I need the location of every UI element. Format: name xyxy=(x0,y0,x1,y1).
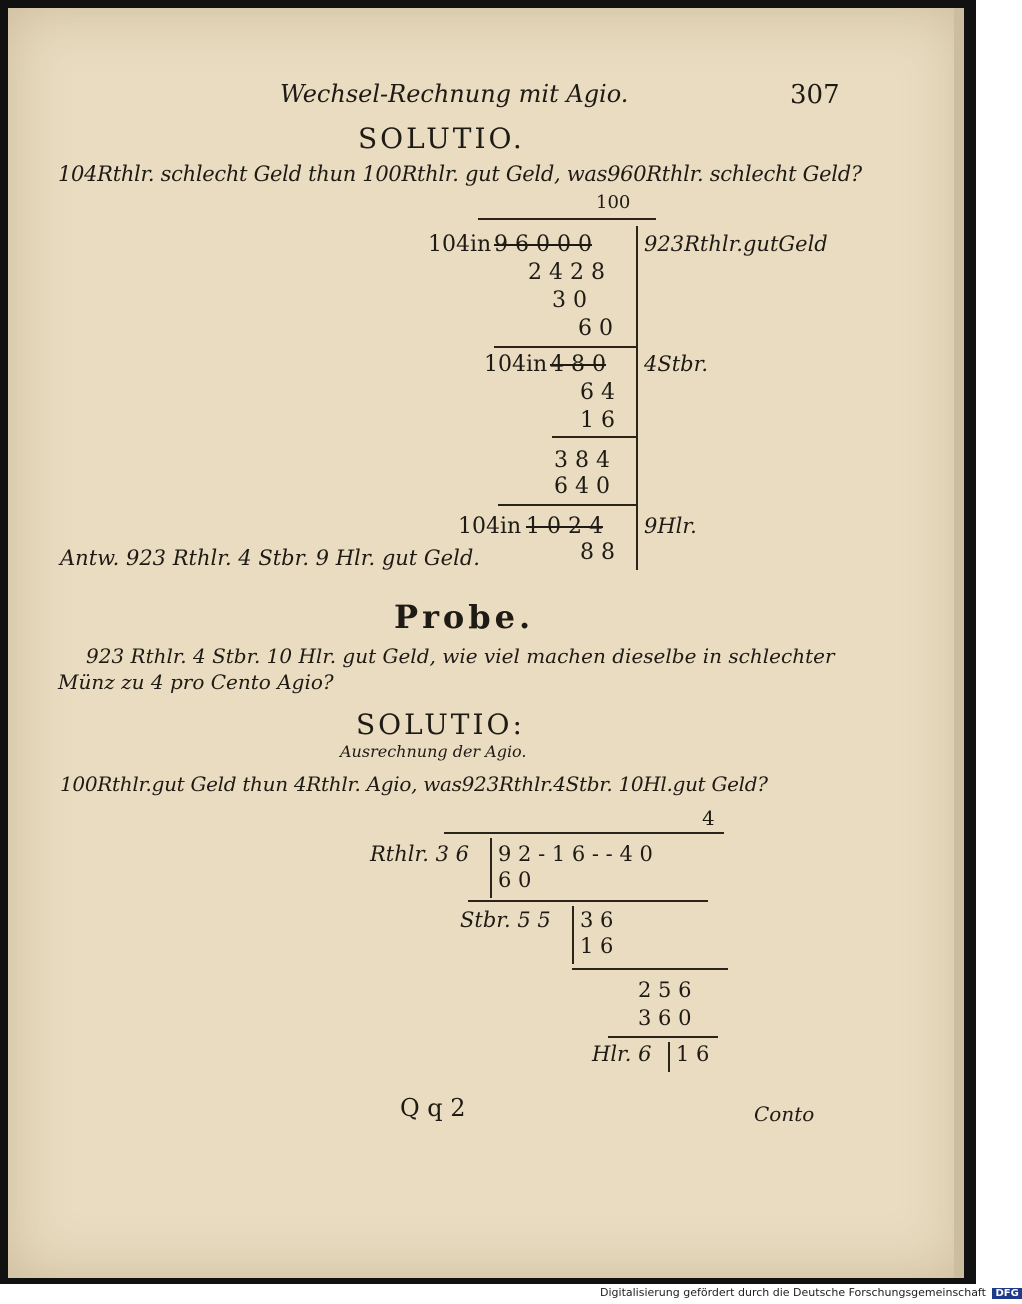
rthlr-row: 9 2 - 1 6 - - 4 0 xyxy=(498,842,653,866)
rule xyxy=(608,1036,718,1038)
row: 6 4 0 xyxy=(554,474,610,499)
page-number: 307 xyxy=(790,80,840,110)
page-edge xyxy=(954,8,964,1278)
multiplier: 4 xyxy=(702,806,715,830)
row: 3 8 4 xyxy=(554,448,610,473)
rule xyxy=(494,346,636,348)
rthlr-label: Rthlr. 3 6 xyxy=(370,842,469,866)
credit-text: Digitalisierung gefördert durch die Deutsche Forschungsgemeinschaft xyxy=(600,1286,986,1299)
top-number: 100 xyxy=(596,192,631,213)
rule xyxy=(572,968,728,970)
solutio2-question: 100Rthlr.gut Geld thun 4Rthlr. Agio, was923Rthlr.4Stbr. 10Hl.gut Geld? xyxy=(60,772,768,796)
rule xyxy=(468,900,708,902)
stbr-sub: 1 6 xyxy=(580,934,614,958)
dfg-logo: DFG xyxy=(992,1288,1021,1299)
division-bar xyxy=(636,226,638,570)
rule xyxy=(444,832,724,834)
division-bar xyxy=(572,906,574,964)
division-bar xyxy=(490,838,492,898)
probe-heading: Probe. xyxy=(394,598,535,636)
solutio-question: 104Rthlr. schlecht Geld thun 100Rthlr. gut Geld, was960Rthlr. schlecht Geld? xyxy=(58,162,862,186)
div3-dividend: 1 0 2 4 xyxy=(526,514,603,539)
row: 3 0 xyxy=(552,288,587,313)
div3-prefix: 104in xyxy=(458,514,522,539)
row: 6 0 xyxy=(578,316,613,341)
book-page xyxy=(8,8,964,1278)
rule xyxy=(478,218,656,220)
solutio2-heading: SOLUTIO: xyxy=(356,708,525,741)
catchword: Conto xyxy=(754,1102,815,1126)
row: 6 4 xyxy=(580,380,615,405)
div2-result: 4Stbr. xyxy=(644,352,709,376)
digitization-credit xyxy=(600,1286,1022,1299)
rule xyxy=(498,504,636,506)
div1-dividend: 9 6 0 0 0 xyxy=(494,232,592,257)
row: 2 4 2 8 xyxy=(528,260,605,285)
remainder: 8 8 xyxy=(580,540,615,565)
answer: Antw. 923 Rthlr. 4 Stbr. 9 Hlr. gut Geld. xyxy=(60,546,480,570)
stbr-row: 3 6 xyxy=(580,908,614,932)
signature-mark: Q q 2 xyxy=(400,1094,466,1122)
div1-prefix: 104in xyxy=(428,232,492,257)
row: 3 6 0 xyxy=(638,1006,692,1030)
probe-line2: Münz zu 4 pro Cento Agio? xyxy=(58,670,334,694)
div2-dividend: 4 8 0 xyxy=(550,352,606,377)
running-title: Wechsel-Rechnung mit Agio. xyxy=(280,80,629,108)
rule xyxy=(552,436,636,438)
probe-line1: 923 Rthlr. 4 Stbr. 10 Hlr. gut Geld, wie viel machen dieselbe in schlechter xyxy=(86,644,835,668)
rthlr-sub: 6 0 xyxy=(498,868,532,892)
division-bar xyxy=(668,1042,670,1072)
div3-result: 9Hlr. xyxy=(644,514,697,538)
hlr-value: 1 6 xyxy=(676,1042,710,1066)
stbr-label: Stbr. 5 5 xyxy=(460,908,551,932)
div2-prefix: 104in xyxy=(484,352,548,377)
solutio2-subheading: Ausrechnung der Agio. xyxy=(340,742,527,761)
solutio-heading: SOLUTIO. xyxy=(358,122,525,155)
row: 2 5 6 xyxy=(638,978,692,1002)
row: 1 6 xyxy=(580,408,615,433)
div1-result: 923Rthlr.gutGeld xyxy=(644,232,828,256)
hlr-label: Hlr. 6 xyxy=(592,1042,652,1066)
